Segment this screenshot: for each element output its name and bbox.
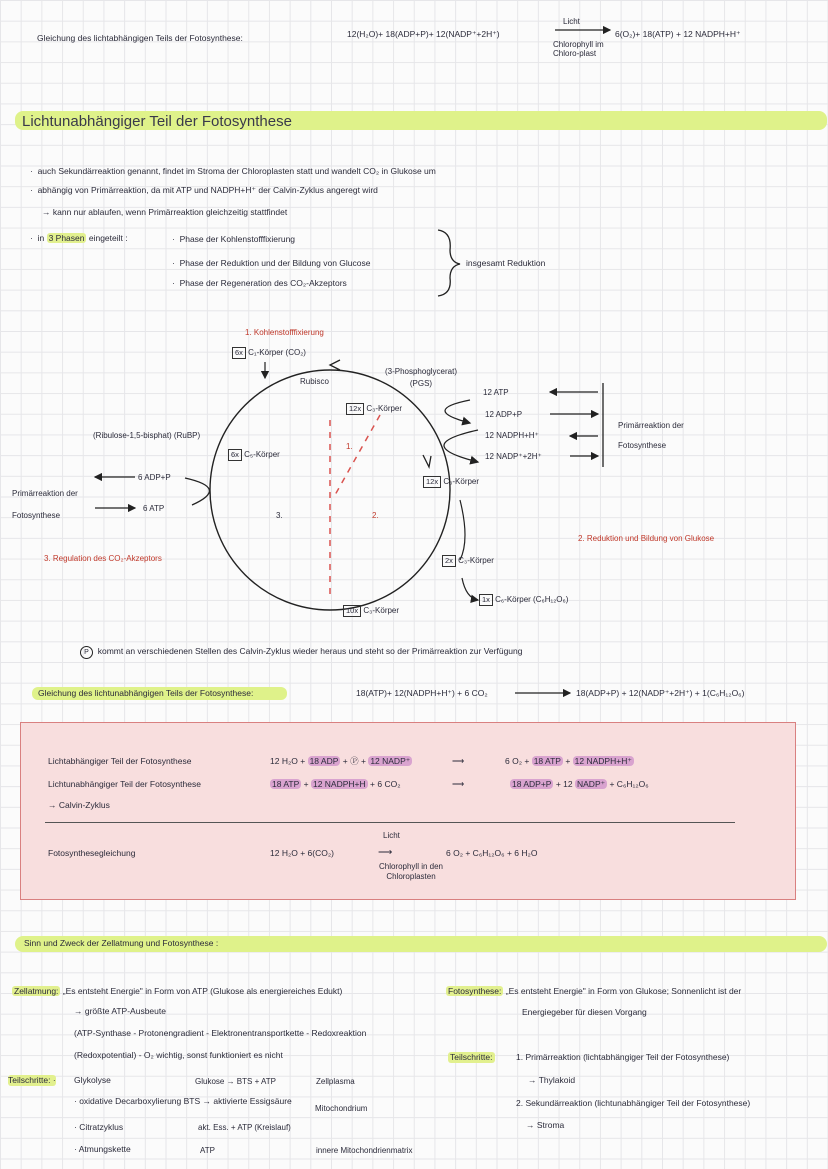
summary-row2-lhs: 18 ATP + 12 NADPH+H + 6 CO₂: [272, 779, 401, 789]
tl-atmungskette-eq: ATP: [200, 1146, 215, 1155]
rubp-label: (Ribulose-1,5-bisphat) (RuBP): [93, 431, 201, 440]
page-title: Lichtunabhängiger Teil der Fotosynthese: [22, 113, 292, 130]
total-label: Fotosynthesegleichung: [48, 848, 136, 858]
tl-glykolyse-eq: Glukose → BTS + ATP: [195, 1077, 276, 1086]
zellatmung-l2: → größte ATP-Ausbeute: [74, 1006, 166, 1016]
c3d-body: 10x C₃-Körper: [343, 605, 399, 617]
top-equation-label: Gleichung des lichtabhängigen Teils der Fotosynthese:: [37, 33, 243, 43]
fs-step-1-place: → Thylakoid: [528, 1075, 576, 1085]
tl-citratzyklus: · Citratzyklus: [74, 1122, 124, 1132]
phase-item-3: · Phase der Regeneration des CO₂-Akzeptors: [172, 278, 347, 288]
primary-reaction-right: Primärreaktion der Fotosynthese: [618, 421, 684, 450]
tl-glykolyse: Glykolyse: [74, 1075, 111, 1085]
summary-row1-rhs: 6 O₂ + 18 ATP + 12 NADPH+H⁺: [505, 756, 632, 766]
brace-note: insgesamt Reduktion: [466, 258, 546, 268]
fs-step-2-place: → Stroma: [526, 1120, 565, 1130]
eq2-label: Gleichung des lichtunabhängigen Teils der Fotosynthese:: [38, 688, 254, 698]
tl-atmungskette: · Atmungskette: [74, 1144, 131, 1154]
top-equation-under: Chlorophyll im Chloro-plast: [553, 40, 604, 58]
phase1-label: 1. Kohlenstofffixierung: [245, 328, 324, 337]
summary-row2-rhs: 18 ADP+P + 12 NADP⁺ + C₆H₁₂O₆: [512, 779, 649, 789]
purpose-heading: Sinn und Zweck der Zellatmung und Fotosynthese :: [24, 938, 219, 948]
atp6-label: 6 ATP: [143, 504, 165, 513]
teilschritte-label-z: Teilschritte: ·: [8, 1075, 56, 1085]
eq2-rhs: 18(ADP+P) + 12(NADP⁺+2H⁺) + 1(C₆H₁₂O₆): [576, 688, 745, 698]
summary-divider: [45, 822, 735, 823]
eq2-lhs: 18(ATP)+ 12(NADPH+H⁺) + 6 CO₂: [356, 688, 488, 698]
rubisco-label: Rubisco: [300, 377, 329, 386]
phase-number-2: 2.: [372, 511, 379, 520]
tl-glykolyse-place: Zellplasma: [316, 1077, 355, 1086]
summary-row1-arrow: ⟶: [452, 756, 465, 766]
c3a-body: 12x C₃-Körper: [346, 403, 402, 415]
fs-step-1: 1. Primärreaktion (lichtabhängiger Teil der Fotosynthese): [516, 1052, 730, 1062]
bullet-3: → kann nur ablaufen, wenn Primärreaktion gleichzeitig stattfindet: [42, 207, 288, 217]
teilschritte-label-f: Teilschritte:: [450, 1052, 493, 1062]
phase3-label: 3. Regulation des CO₂-Akzeptors: [44, 554, 162, 563]
tl-citratzyklus-eq: akt. Ess. + ATP (Kreislauf): [198, 1123, 291, 1132]
phase-item-1: · Phase der Kohlenstofffixierung: [172, 234, 296, 244]
summary-row1-label: Lichtabhängiger Teil der Fotosynthese: [48, 756, 192, 766]
brace-shape: [438, 230, 460, 296]
fotosynthese-l2: Energiegeber für diesen Vorgang: [522, 1007, 647, 1017]
summary-row3-label: → Calvin-Zyklus: [48, 800, 110, 810]
phase2-label: 2. Reduktion und Bildung von Glukose: [578, 534, 715, 543]
tl-decarboxylierung-place: Mitochondrium: [315, 1104, 368, 1113]
tl-decarboxylierung: · oxidative Decarboxylierung BTS → aktivierte Essigsäure: [74, 1096, 292, 1106]
phase-number-1: 1.: [346, 442, 353, 451]
c3b-body: 12x C₃-Körper: [423, 476, 479, 488]
c1-body: 6x C₁-Körper (CO₂): [232, 347, 306, 359]
phase-number-3: 3.: [276, 511, 283, 520]
total-over: Licht: [383, 831, 400, 840]
bullet-4: · in 3 Phasen eingeteilt :: [30, 233, 128, 243]
summary-row1-lhs: 12 H₂O + 18 ADP + Ⓟ + 12 NADP⁺: [270, 756, 411, 766]
summary-row2-arrow: ⟶: [452, 779, 465, 789]
adp12-label: 12 ADP+P: [485, 410, 523, 419]
c5-body: 6x C₅-Körper: [228, 449, 280, 461]
zellatmung-l3: (ATP-Synthase - Protonengradient - Elektronentransportkette - Redoxreaktion: [74, 1028, 367, 1038]
summary-row2-label: Lichtunabhängiger Teil der Fotosynthese: [48, 779, 201, 789]
bullet-2: · abhängig von Primärreaktion, da mit ATP und NADPH+H⁺ der Calvin-Zyklus angeregt wird: [30, 185, 378, 195]
total-under: Chlorophyll in den Chloroplasten: [378, 862, 444, 881]
phase-item-2: · Phase der Reduktion und der Bildung von Glucose: [172, 258, 371, 268]
p-circle-icon: P: [80, 646, 93, 659]
top-equation-rhs: 6(O₂)+ 18(ATP) + 12 NADPH+H⁺: [615, 29, 741, 39]
top-equation-over: Licht: [563, 17, 580, 26]
primary-reaction-left: Primärreaktion der Fotosynthese: [12, 489, 78, 520]
c3c-body: 2x C₃-Körper: [442, 555, 494, 567]
pgs-label: (3-Phosphoglycerat) (PGS): [384, 367, 458, 388]
p-note: P kommt an verschiedenen Stellen des Calvin-Zyklus wieder heraus und steht so der Primärreaktion zur Verfügung: [80, 646, 522, 659]
adp6-label: 6 ADP+P: [138, 473, 171, 482]
zellatmung-l4: (Redoxpotential) - O₂ wichtig, sonst funktioniert es nicht: [74, 1050, 283, 1060]
bullet-1: · auch Sekundärreaktion genannt, findet im Stroma der Chloroplasten statt und wandelt CO₂ in Glukose um: [30, 166, 436, 176]
total-rhs: 6 O₂ + C₆H₁₂O₆ + 6 H₂O: [446, 848, 538, 858]
tl-atmungskette-place: innere Mitochondrienmatrix: [316, 1146, 413, 1155]
top-equation-lhs: 12(H₂O)+ 18(ADP+P)+ 12(NADP⁺+2H⁺): [347, 29, 500, 39]
atp12-label: 12 ATP: [483, 388, 509, 397]
c6-body: 1x C₆-Körper (C₆H₁₂O₆): [479, 594, 568, 606]
total-arrow: ⟶: [378, 847, 393, 858]
fs-step-2: 2. Sekundärreaktion (lichtunabhängiger Teil der Fotosynthese): [516, 1098, 751, 1108]
red-dashed-diagonal: [335, 415, 380, 495]
fotosynthese-line: Fotosynthese: „Es entsteht Energie" in Form von Glukose; Sonnenlicht ist der: [448, 986, 742, 996]
zellatmung-line: Zellatmung: „Es entsteht Energie" in Form von ATP (Glukose als energiereiches Edukt): [14, 986, 343, 996]
nadph12-label: 12 NADPH+H⁺: [485, 431, 539, 440]
cycle-circle: [210, 370, 450, 610]
nadp12-label: 12 NADP⁺+2H⁺: [485, 452, 542, 461]
phases-highlight: 3 Phasen: [48, 233, 85, 243]
total-lhs: 12 H₂O + 6(CO₂): [270, 848, 334, 858]
